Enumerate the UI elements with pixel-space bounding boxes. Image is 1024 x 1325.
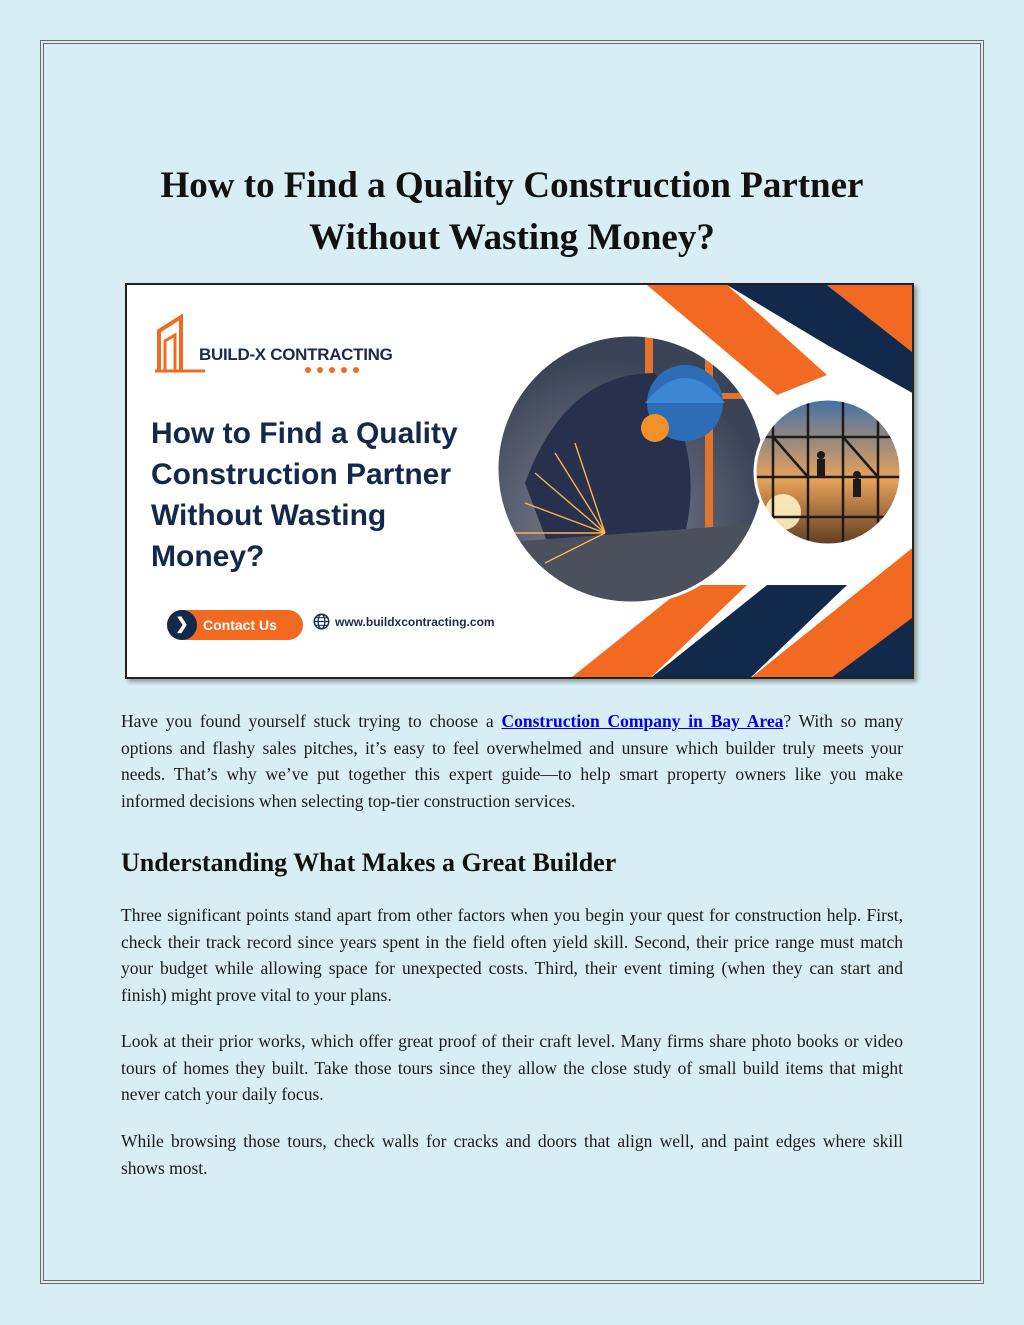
hero-banner-image <box>125 283 914 679</box>
section-paragraph-2: Look at their prior works, which offer great proof of their craft level. Many firms share photo books or video tours of homes they built. Take those tours since they allow the close study of small build items that might never catch your daily focus. <box>121 1031 903 1105</box>
banner-headline-line-4: Money? <box>151 540 265 573</box>
banner-headline <box>151 413 491 577</box>
welder-photo <box>495 333 767 605</box>
document-title <box>100 160 924 264</box>
intro-text-end: ? With so many options and flashy sales pitches, it’s easy to feel overwhelmed and unsure which builder truly meets your needs. That’s why we’ve put together this expert guide—to help smart property owners like you make informed decisions when selecting top-tier construction services. <box>121 711 904 812</box>
construction-company-link[interactable]: Construction Company in Bay Area <box>501 711 784 731</box>
banner-headline-line-2: Construction Partner <box>151 458 452 491</box>
banner-headline-line-1: How to Find a Quality <box>151 417 458 450</box>
logo-dots <box>303 365 363 375</box>
website-text: www.buildxcontracting.com <box>335 615 495 629</box>
contact-us-button[interactable] <box>167 610 303 640</box>
section-heading: Understanding What Makes a Great Builder <box>121 848 617 877</box>
logo-text: BUILD-X CONTRACTING <box>199 345 393 364</box>
contact-us-label: Contact Us <box>203 617 277 633</box>
title-line-1: How to Find a Quality Construction Partner <box>160 165 864 206</box>
section-paragraph-1: Three significant points stand apart from other factors when you begin your quest for construction help. First, check their track record since years spent in the field often yield skill. Second, their price range must match your budget while allowing space for unexpected costs. Third, their event timing (when they can start and finish) might prove vital to your plans. <box>121 905 903 1006</box>
section-paragraph-3: While browsing those tours, check walls for cracks and doors that align well, and paint edges where skill shows most. <box>121 1131 903 1178</box>
banner-headline-line-3: Without Wasting <box>151 499 387 532</box>
intro-text-start: Have you found yourself stuck trying to choose a <box>121 711 502 731</box>
title-line-2: Without Wasting Money? <box>309 217 715 258</box>
globe-icon <box>313 613 330 630</box>
scaffolding-photo <box>753 397 903 547</box>
chevron-right-icon: ❯ <box>167 610 197 640</box>
website-link[interactable] <box>313 615 495 629</box>
intro-paragraph <box>121 708 903 815</box>
